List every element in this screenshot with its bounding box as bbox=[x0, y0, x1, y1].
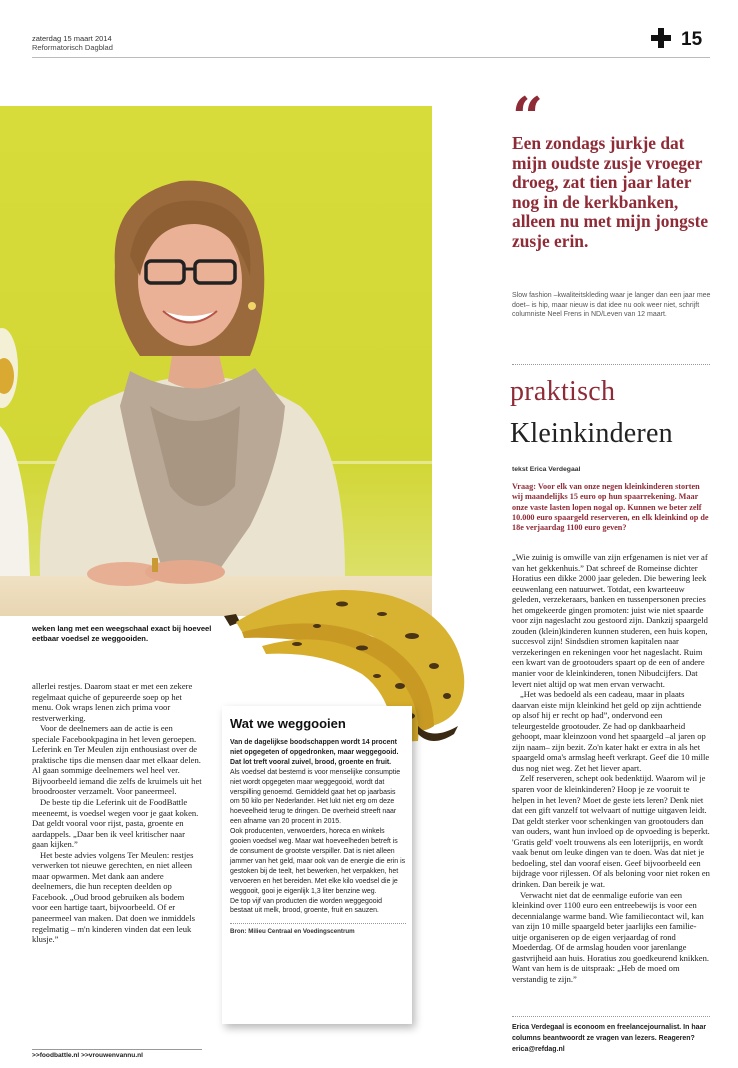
column-paragraph: „Het was bedoeld als een cadeau, maar in plaats daarvan eiste mijn kleinkind het geld op zijn achttiende op alsof hij er recht op had”, ondervond een teleurgestelde grootouder. Ze had op dankbaarheid gehoopt, maar kleinzoon vond het spaargeld –al jaren op zijn naam– zijn bezit. Zo'n kater hakt er extra in als het spaargeld oma's armslag heeft verkrapt. Geef die 10 mille dus nog niet weg. Zet het liever apart. bbox=[512, 689, 710, 773]
header-rule bbox=[32, 57, 710, 58]
column-body bbox=[512, 552, 710, 984]
infobox-lead: Van de dagelijkse boodschappen wordt 14 procent niet opgegeten of opgedronken, maar weggegooid. Dat lot treft vooral zuivel, brood, groente en fruit. bbox=[230, 739, 399, 766]
plus-icon bbox=[651, 28, 671, 48]
reader-question: Vraag: Voor elk van onze negen kleinkinderen storten wij maandelijks 15 euro op hun spaarrekening. Maar onze vaste lasten lopen nogal op. Kunnen we beter zelf 10.000 euro spaargeld reserveren, en elk kleinkind op de 18e verjaardag 1100 euro geven? bbox=[512, 482, 709, 533]
infobox-source: Bron: Milieu Centraal en Voedingscentrum bbox=[230, 928, 355, 936]
infobox-body bbox=[230, 738, 406, 916]
publication-name: Reformatorisch Dagblad bbox=[32, 43, 113, 52]
article-column bbox=[32, 681, 202, 945]
page-number: 15 bbox=[681, 29, 703, 50]
quote-note: Slow fashion –kwaliteitskleding waar je langer dan een jaar mee doet– is hip, maar nieuw is dat idee nu ook weer niet, schrijft columniste Neel Frens in ND/Leven van 12 maart. bbox=[512, 292, 711, 319]
page-date: zaterdag 15 maart 2014 bbox=[32, 34, 112, 43]
author-divider bbox=[512, 1016, 710, 1017]
byline: tekst Erica Verdegaal bbox=[512, 466, 581, 473]
infobox-paragraph: Ook producenten, verwoerders, horeca en winkels gooien voedsel weg. Maar wat hoeveelheden betreft is de consument de grootste verspiller. Dat is niet alleen jammer van het geld, maar ook van de energie die erin is gestoken bij de teelt, het bewerken, het verpakken, het vervoeren en het bereiden. Met elke kilo voedsel die je weggooit, gooi je eigenlijk 1,3 liter benzine weg. bbox=[230, 828, 406, 895]
portrait-photo bbox=[0, 106, 432, 616]
pull-quote: Een zondags jurkje dat mijn oudste zusje vroeger droeg, zat tien jaar later nog in de kerkbanken, alleen nu met mijn jongste zusje erin. bbox=[512, 133, 709, 251]
article-paragraph: Voor de deelnemers aan de actie is een speciale Facebookpagina in het leven geroepen. Leferink en Ter Meulen zijn enthousiast over de praktische tips die mensen daar met elkaar delen. Al gaan sommige deelnemers wel heel ver. Bijvoorbeeld iemand die zelfs de kruimels uit het broodrooster verzamelt. Voor paneermeel. bbox=[32, 723, 202, 797]
section-kicker: praktisch bbox=[510, 376, 616, 407]
infobox-paragraph: De top vijf van producten die worden weggegooid bestaat uit melk, brood, groente, fruit en sauzen. bbox=[230, 897, 382, 915]
article-paragraph: De beste tip die Leferink uit de FoodBattle meeneemt, is voedsel wegen voor je gaat koken. Dat geldt vooral voor rijst, pasta, groente en aardappels. „Daar ben ik veel kritischer naar gaan kijken.” bbox=[32, 797, 199, 850]
author-note: Erica Verdegaal is econoom en freelancejournalist. In haar columns beantwoordt ze vragen van lezers. Reageren? erica@refdag.nl bbox=[512, 1024, 707, 1053]
infobox-paragraph: Als voedsel dat bestemd is voor menselijke consumptie niet wordt opgegeten maar weggegooid, wordt dat verspilling genoemd. Gemiddeld gaat het op jaarbasis om 50 kilo per Nederlander. Het lukt niet erg om deze hoeveelheid terug te dringen. De overheid streeft naar een afname van 20 procent in 2015. bbox=[230, 768, 401, 826]
column-paragraph: Zelf reserveren, schept ook bedenktijd. Waarom wil je sparen voor de kleinkinderen? Hoop je ze vooruit te helpen in het leven? Moet de geste iets leren? Denk niet dat een gift vanzelf tot welvaart of nuttige uitgaven leidt. Dat geldt sterker voor schenkingen van grootouders dan van ouders, want hun invloed op de opvoeding is beperkt. 'Gratis geld' voelt trouwens als een loterijprijs, en wordt vaak benut om leuke dingen van te doen. Was dat niet je bedoeling, stel dan vooraf eisen. Geef bijvoorbeeld een bijdrage voor rijlessen. Of als beloning voor niet roken en drinken. Dan bereik je wat. bbox=[512, 773, 710, 889]
article-links-rule bbox=[32, 1049, 202, 1050]
quote-mark-icon: “ bbox=[512, 85, 540, 149]
infobox bbox=[222, 706, 412, 1024]
infobox-title: Wat we weggooien bbox=[230, 716, 346, 731]
article-paragraph: allerlei restjes. Daarom staat er met een zekere regelmaat quiche of gepureerde soep op het menu. Ook wraps lenen zich prima voor restverwerking. bbox=[32, 681, 193, 723]
section-divider bbox=[512, 364, 710, 365]
section-title: Kleinkinderen bbox=[510, 418, 673, 449]
article-links[interactable]: >>foodbattle.nl >>vrouwenvannu.nl bbox=[32, 1052, 144, 1059]
column-paragraph: „Wie zuinig is omwille van zijn erfgenamen is niet ver af van het gekkenhuis.” Dat schreef de Romeinse dichter Horatius een dikke 2000 jaar geleden. Die bewering leek eeuwenlang een natuurwet. Totdat, een kwarteeuw geleden, verzekeraars, banken en tussenpersonen precies het omgekeerde gingen promoten: juist wie niet spaarde voor zijn nageslacht zou gestoord zijn. Dankzij spaargeld zouden (klein)kinderen kunnen studeren, een huis kopen, succesvol zijn! Sindsdien stromen kapitalen naar verzekeringen en rekeningen voor het nageslacht. Ruim een kwart van de grootouders spaart op de een of andere manier voor de kleinkinderen, tonen Nibudcijfers. Dat levert niet altijd op wat men ervan verwacht. bbox=[512, 552, 708, 689]
infobox-rule bbox=[230, 923, 406, 924]
photo-caption: weken lang met een weegschaal exact bij hoeveel eetbaar voedsel ze weggooiden. bbox=[32, 624, 212, 643]
article-paragraph: Het beste advies volgens Ter Meulen: restjes verwerken tot nieuwe gerechten, en niet alleen maar opwarmen. Met dank aan andere deelnemers, die hun recepten deelden op Facebook. „Oud brood gebruiken als bodem voor een hartige taart, bijvoorbeeld. Of er paneermeel van maken. Dat doen we inmiddels regelmatig – m'n kinderen vinden dat een leuk klusje.” bbox=[32, 849, 195, 945]
column-paragraph: Verwacht niet dat de eenmalige euforie van een kleinkind over 1100 euro een entreebewijs is voor een decennialange warme band. Wie familiecontact wil, kan van zijn 10 mille spaargeld beter jaarlijks een familie-uitje organiseren op de eigen verjaardag of rond Moederdag. Of de armslag houden voor jarenlange gastvrijheid aan huis. Horatius zou goedkeurend knikken. Want van hem is de uitspraak: „Heb de moed om verstandig te zijn.” bbox=[512, 889, 710, 984]
woman-portrait-illustration bbox=[0, 106, 432, 616]
